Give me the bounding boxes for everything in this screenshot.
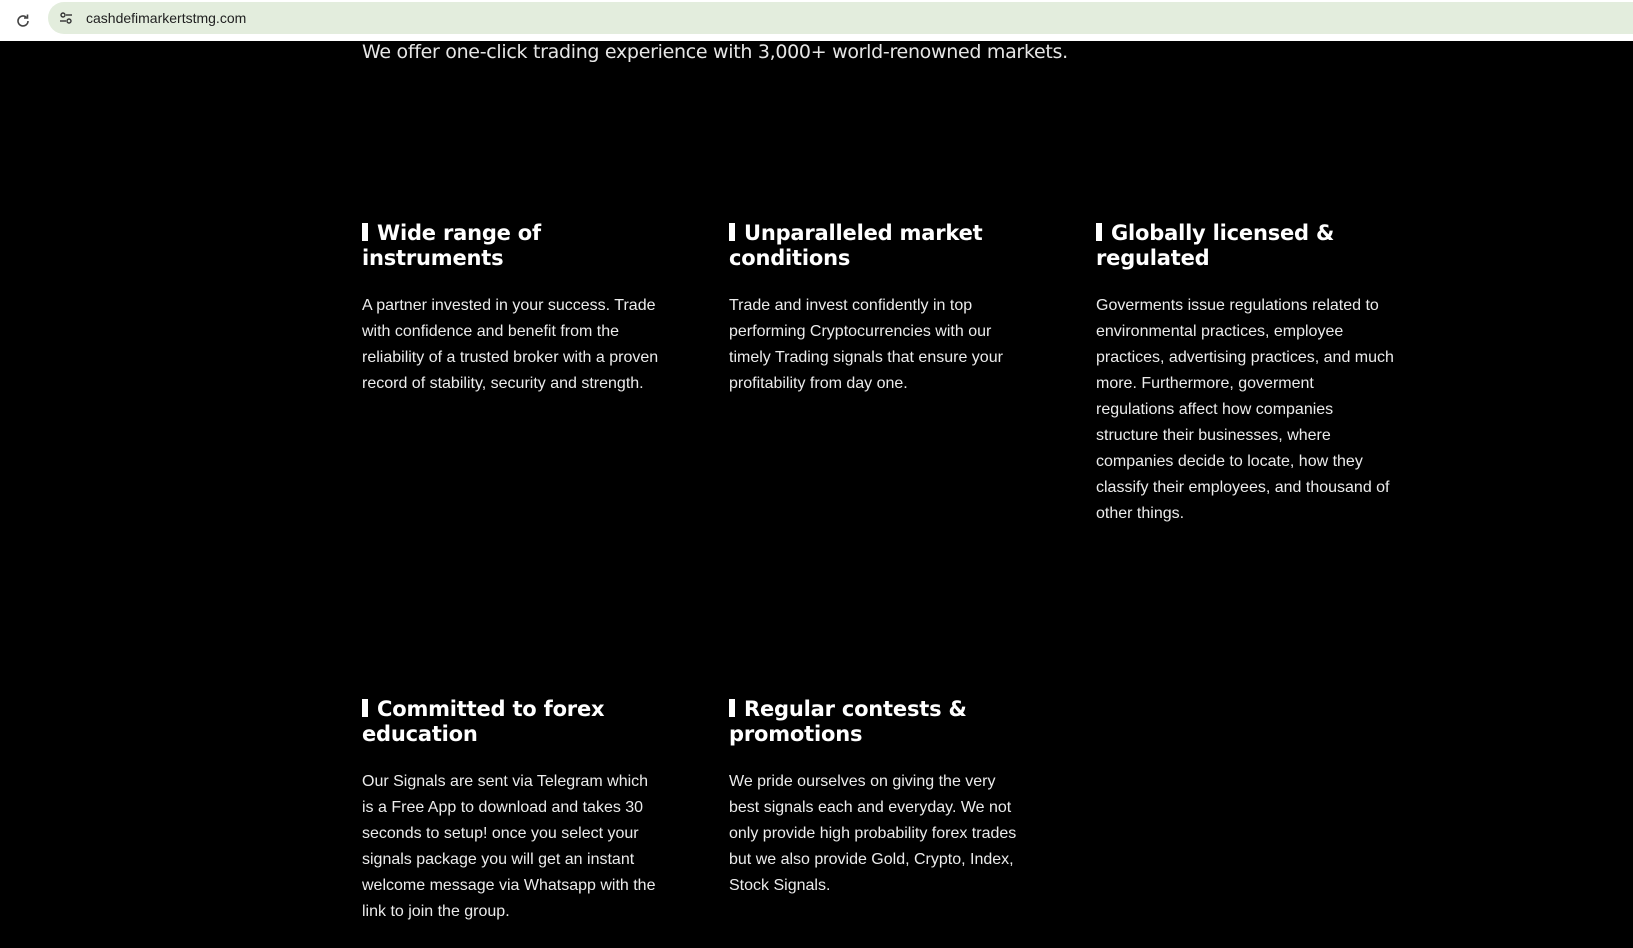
feature-title: Wide range of instruments [362,221,541,270]
feature-licensed [1096,221,1396,527]
feature-description: A partner invested in your success. Trade with confidence and benefit from the reliability of a trusted broker with a proven record of stability, security and strength. [362,297,659,392]
title-accent-bar [362,223,368,241]
title-accent-bar [1096,223,1102,241]
feature-market-conditions [729,221,1029,397]
page-content [0,41,1633,948]
feature-title: Committed to forex education [362,697,605,746]
intro-text: We offer one-click trading experience with 3,000+ world-renowned markets. [362,41,1068,63]
url-text[interactable]: cashdefimarkertstmg.com [86,10,247,26]
reload-icon[interactable] [12,10,34,32]
feature-title: Unparalleled market conditions [729,221,983,270]
feature-title: Globally licensed & regulated [1096,221,1335,270]
title-accent-bar [729,699,735,717]
feature-description: We pride ourselves on giving the very best signals each and everyday. We not only provide high probability forex trades but we also provide Gold, Crypto, Index, Stock Signals. [729,773,1017,894]
feature-contests [729,697,1029,899]
feature-description: Trade and invest confidently in top performing Cryptocurrencies with our timely Trading signals that ensure your profitability from day one. [729,297,1003,392]
feature-description: Goverments issue regulations related to environmental practices, employee practices, advertising practices, and much more. Furthermore, goverment regulations affect how companies structure their businesses, where companies decide to locate, how they classify their employees, and thousand of other things. [1096,297,1394,522]
feature-description: Our Signals are sent via Telegram which is a Free App to download and takes 30 seconds to setup! once you select your signals package you will get an instant welcome message via Whatsapp with the link to join the group. [362,773,656,920]
address-bar[interactable] [48,2,1633,34]
site-settings-icon[interactable] [56,8,76,28]
title-accent-bar [729,223,735,241]
feature-wide-range [362,221,662,397]
feature-education [362,697,662,925]
title-accent-bar [362,699,368,717]
browser-toolbar [0,0,1633,41]
feature-title: Regular contests & promotions [729,697,967,746]
